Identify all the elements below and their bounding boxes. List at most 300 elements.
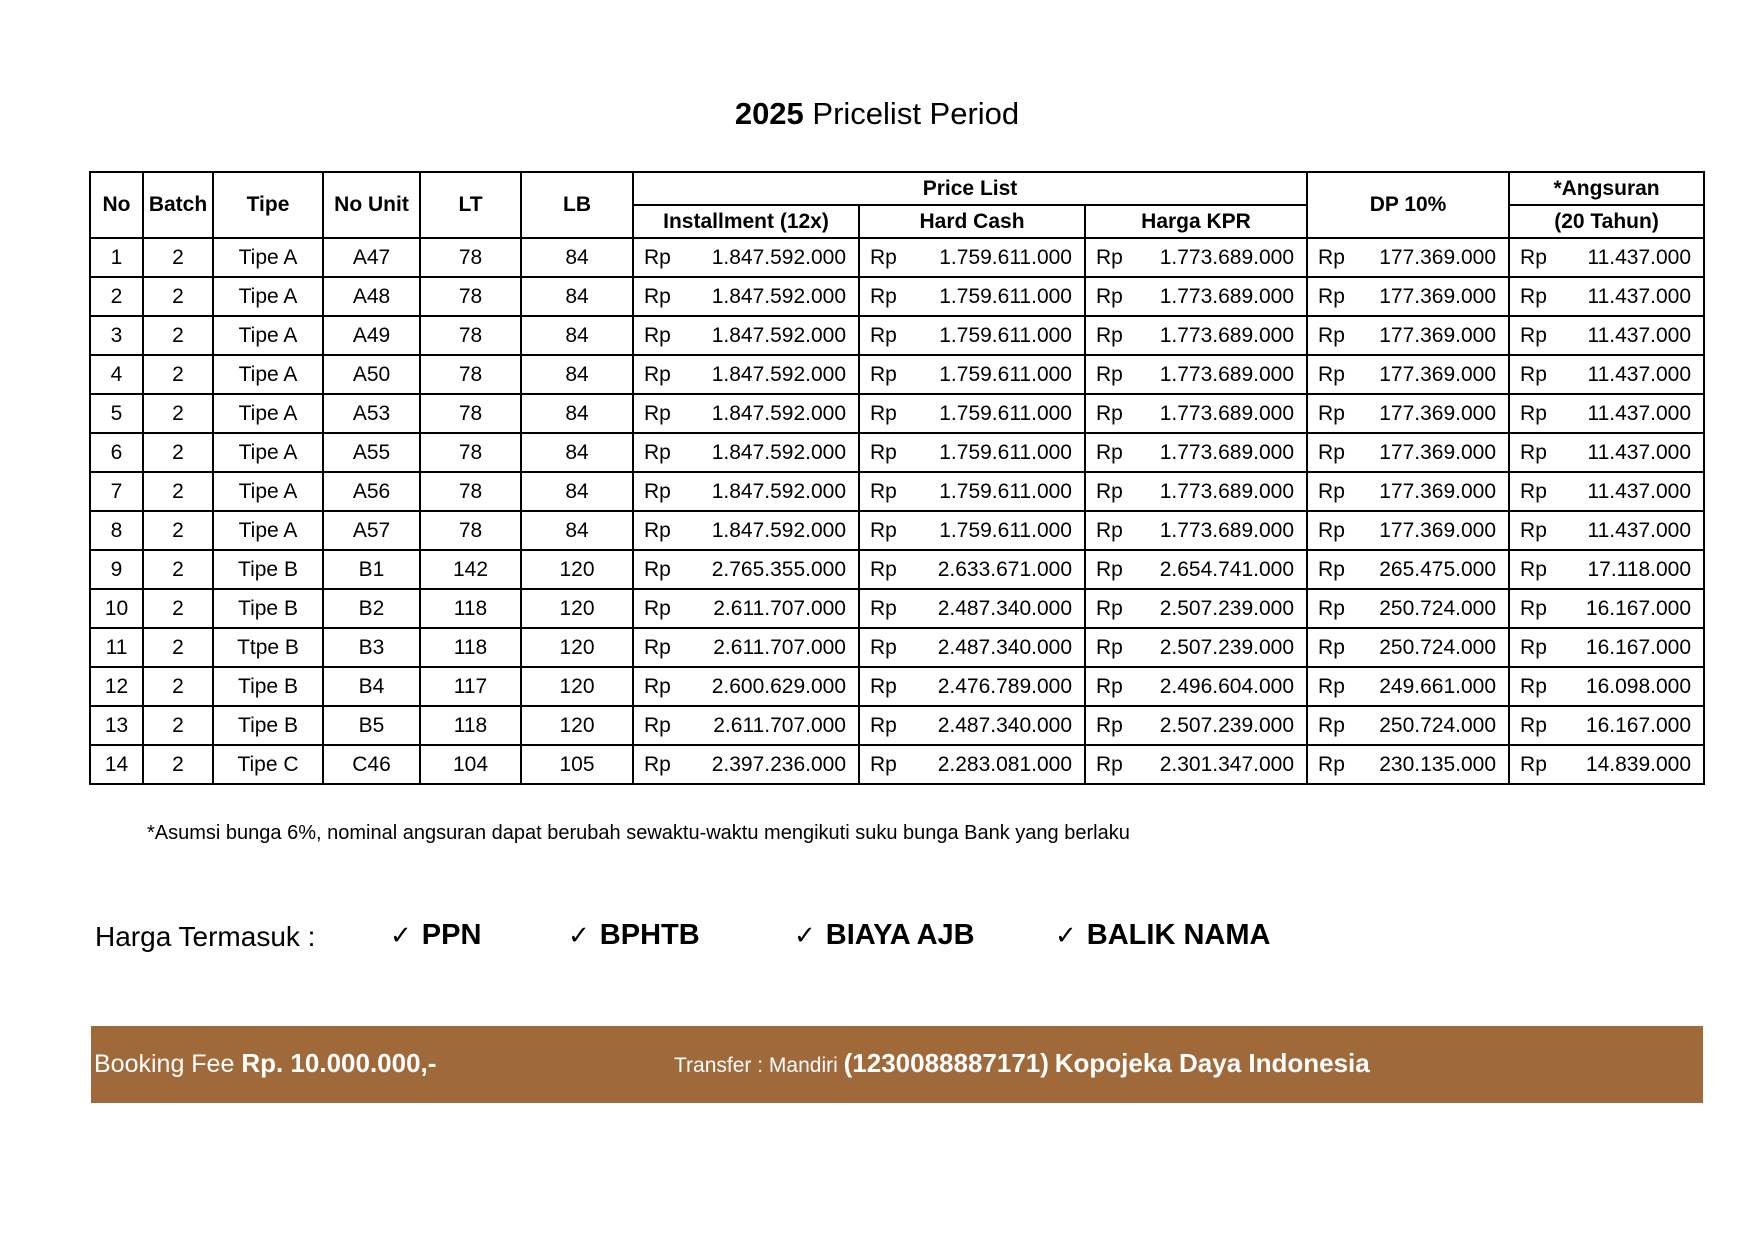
cell-lb: 84 [521, 316, 633, 355]
currency-label: Rp [870, 674, 897, 698]
amount-value: 2.487.340.000 [937, 596, 1072, 620]
amount-value: 177.369.000 [1379, 479, 1497, 503]
cell-lt: 78 [420, 433, 521, 472]
cell-no: 4 [90, 355, 143, 394]
header-angsuran-sub: (20 Tahun) [1509, 205, 1704, 238]
currency-label: Rp [1096, 479, 1123, 503]
header-lb: LB [521, 172, 633, 238]
cell-harga-kpr [1085, 628, 1307, 667]
booking-fee-label: Booking Fee [94, 1050, 235, 1078]
cell-installment [633, 355, 859, 394]
header-lt: LT [420, 172, 521, 238]
cell-dp [1307, 628, 1509, 667]
currency-label: Rp [644, 401, 671, 425]
cell-angsuran [1509, 667, 1704, 706]
currency-label: Rp [1520, 440, 1547, 464]
include-item-balik-nama [1055, 919, 1270, 952]
cell-batch: 2 [143, 745, 213, 784]
amount-value: 2.507.239.000 [1159, 596, 1295, 620]
cell-no: 2 [90, 277, 143, 316]
cell-tipe: Tipe A [213, 433, 323, 472]
amount-value: 16.167.000 [1585, 713, 1692, 737]
amount-value: 177.369.000 [1379, 518, 1497, 542]
header-harga-kpr: Harga KPR [1085, 205, 1307, 238]
currency-label: Rp [1096, 440, 1123, 464]
amount-value: 2.633.671.000 [937, 557, 1072, 581]
cell-batch: 2 [143, 394, 213, 433]
cell-angsuran [1509, 628, 1704, 667]
cell-batch: 2 [143, 589, 213, 628]
amount-value: 2.487.340.000 [937, 635, 1072, 659]
cell-hard-cash [859, 706, 1085, 745]
cell-lb: 84 [521, 394, 633, 433]
cell-installment [633, 277, 859, 316]
cell-tipe: Tipe B [213, 550, 323, 589]
currency-label: Rp [1318, 713, 1345, 737]
cell-tipe: Tipe A [213, 277, 323, 316]
cell-hard-cash [859, 745, 1085, 784]
cell-tipe: Tipe A [213, 394, 323, 433]
amount-value: 2.507.239.000 [1159, 635, 1295, 659]
currency-label: Rp [870, 323, 897, 347]
cell-tipe: Tipe B [213, 667, 323, 706]
cell-dp [1307, 745, 1509, 784]
cell-no: 12 [90, 667, 143, 706]
currency-label: Rp [644, 518, 671, 542]
amount-value: 1.773.689.000 [1159, 518, 1295, 542]
cell-harga-kpr [1085, 745, 1307, 784]
cell-harga-kpr [1085, 433, 1307, 472]
currency-label: Rp [1318, 635, 1345, 659]
currency-label: Rp [644, 674, 671, 698]
cell-angsuran [1509, 316, 1704, 355]
amount-value: 1.759.611.000 [939, 245, 1072, 269]
amount-value: 11.437.000 [1587, 362, 1692, 386]
cell-lt: 78 [420, 355, 521, 394]
cell-unit: C46 [323, 745, 420, 784]
cell-batch: 2 [143, 628, 213, 667]
cell-dp [1307, 355, 1509, 394]
table-row [90, 238, 1704, 277]
cell-angsuran [1509, 472, 1704, 511]
cell-angsuran [1509, 355, 1704, 394]
amount-value: 1.847.592.000 [711, 401, 846, 425]
table-row [90, 745, 1704, 784]
cell-no: 8 [90, 511, 143, 550]
currency-label: Rp [1096, 674, 1123, 698]
cell-installment [633, 706, 859, 745]
cell-lt: 118 [420, 589, 521, 628]
cell-hard-cash [859, 355, 1085, 394]
currency-label: Rp [1520, 713, 1547, 737]
cell-lb: 84 [521, 238, 633, 277]
currency-label: Rp [1520, 557, 1547, 581]
currency-label: Rp [1096, 245, 1123, 269]
header-dp: DP 10% [1307, 172, 1509, 238]
currency-label: Rp [1096, 284, 1123, 308]
account-number: (1230088887171) [843, 1048, 1049, 1078]
amount-value: 11.437.000 [1587, 323, 1692, 347]
cell-unit: A56 [323, 472, 420, 511]
amount-value: 1.759.611.000 [939, 440, 1072, 464]
cell-hard-cash [859, 277, 1085, 316]
cell-installment [633, 667, 859, 706]
currency-label: Rp [1520, 635, 1547, 659]
transfer-label: Transfer : Mandiri [674, 1054, 838, 1077]
cell-unit: B2 [323, 589, 420, 628]
currency-label: Rp [1318, 479, 1345, 503]
amount-value: 16.167.000 [1585, 596, 1692, 620]
currency-label: Rp [1318, 596, 1345, 620]
table-row [90, 706, 1704, 745]
cell-installment [633, 394, 859, 433]
check-icon: ✓ [390, 921, 412, 951]
cell-angsuran [1509, 511, 1704, 550]
header-tipe: Tipe [213, 172, 323, 238]
cell-no: 7 [90, 472, 143, 511]
amount-value: 1.847.592.000 [711, 518, 846, 542]
table-row [90, 628, 1704, 667]
currency-label: Rp [644, 479, 671, 503]
cell-unit: A55 [323, 433, 420, 472]
currency-label: Rp [1096, 713, 1123, 737]
cell-installment [633, 745, 859, 784]
cell-dp [1307, 394, 1509, 433]
include-item-label: PPN [421, 919, 482, 951]
currency-label: Rp [644, 245, 671, 269]
cell-lt: 78 [420, 238, 521, 277]
table-row [90, 277, 1704, 316]
cell-hard-cash [859, 433, 1085, 472]
cell-dp [1307, 433, 1509, 472]
cell-angsuran [1509, 745, 1704, 784]
cell-angsuran [1509, 277, 1704, 316]
amount-value: 1.773.689.000 [1159, 401, 1295, 425]
amount-value: 11.437.000 [1587, 245, 1692, 269]
cell-hard-cash [859, 238, 1085, 277]
includes-label: Harga Termasuk : [95, 921, 316, 952]
cell-harga-kpr [1085, 667, 1307, 706]
currency-label: Rp [1520, 362, 1547, 386]
amount-value: 1.759.611.000 [939, 284, 1072, 308]
header-batch: Batch [143, 172, 213, 238]
amount-value: 11.437.000 [1587, 284, 1692, 308]
cell-unit: A49 [323, 316, 420, 355]
cell-unit: B5 [323, 706, 420, 745]
amount-value: 2.487.340.000 [937, 713, 1072, 737]
cell-dp [1307, 706, 1509, 745]
currency-label: Rp [644, 713, 671, 737]
cell-unit: B4 [323, 667, 420, 706]
cell-tipe: Tipe A [213, 316, 323, 355]
table-row [90, 316, 1704, 355]
cell-installment [633, 550, 859, 589]
cell-tipe: Tipe A [213, 238, 323, 277]
amount-value: 1.773.689.000 [1159, 245, 1295, 269]
include-item-bphtb [568, 919, 700, 952]
cell-lb: 84 [521, 472, 633, 511]
amount-value: 1.773.689.000 [1159, 362, 1295, 386]
amount-value: 2.765.355.000 [711, 557, 846, 581]
amount-value: 177.369.000 [1379, 323, 1497, 347]
cell-no: 10 [90, 589, 143, 628]
header-angsuran: *Angsuran [1509, 172, 1704, 205]
cell-batch: 2 [143, 355, 213, 394]
cell-unit: A47 [323, 238, 420, 277]
currency-label: Rp [644, 323, 671, 347]
cell-lt: 78 [420, 277, 521, 316]
cell-lt: 117 [420, 667, 521, 706]
currency-label: Rp [1318, 557, 1345, 581]
cell-lb: 120 [521, 628, 633, 667]
cell-unit: A48 [323, 277, 420, 316]
currency-label: Rp [1096, 557, 1123, 581]
currency-label: Rp [644, 557, 671, 581]
currency-label: Rp [644, 752, 671, 776]
cell-harga-kpr [1085, 238, 1307, 277]
currency-label: Rp [644, 284, 671, 308]
page-title [0, 92, 1754, 136]
cell-lb: 84 [521, 355, 633, 394]
cell-installment [633, 589, 859, 628]
cell-hard-cash [859, 511, 1085, 550]
amount-value: 249.661.000 [1379, 674, 1497, 698]
currency-label: Rp [870, 401, 897, 425]
currency-label: Rp [1318, 674, 1345, 698]
amount-value: 16.098.000 [1585, 674, 1692, 698]
amount-value: 1.847.592.000 [711, 284, 846, 308]
currency-label: Rp [1318, 440, 1345, 464]
amount-value: 177.369.000 [1379, 245, 1497, 269]
interest-note: *Asumsi bunga 6%, nominal angsuran dapat berubah sewaktu-waktu mengikuti suku bunga Bank yang berlaku [147, 822, 1130, 844]
cell-harga-kpr [1085, 472, 1307, 511]
cell-batch: 2 [143, 550, 213, 589]
currency-label: Rp [870, 752, 897, 776]
cell-no: 3 [90, 316, 143, 355]
cell-dp [1307, 316, 1509, 355]
cell-lb: 84 [521, 511, 633, 550]
cell-no: 11 [90, 628, 143, 667]
currency-label: Rp [870, 245, 897, 269]
cell-dp [1307, 550, 1509, 589]
cell-harga-kpr [1085, 511, 1307, 550]
cell-tipe: Ttpe B [213, 628, 323, 667]
currency-label: Rp [1318, 401, 1345, 425]
cell-unit: A50 [323, 355, 420, 394]
amount-value: 2.611.707.000 [713, 596, 846, 620]
table-row [90, 433, 1704, 472]
cell-hard-cash [859, 394, 1085, 433]
booking-fee [94, 1048, 436, 1079]
amount-value: 1.847.592.000 [711, 362, 846, 386]
cell-batch: 2 [143, 277, 213, 316]
cell-tipe: Tipe C [213, 745, 323, 784]
amount-value: 1.847.592.000 [711, 440, 846, 464]
header-no-unit: No Unit [323, 172, 420, 238]
currency-label: Rp [870, 713, 897, 737]
include-item-label: BIAYA AJB [825, 919, 975, 951]
header-installment: Installment (12x) [633, 205, 859, 238]
amount-value: 16.167.000 [1585, 635, 1692, 659]
amount-value: 1.759.611.000 [939, 401, 1072, 425]
currency-label: Rp [870, 596, 897, 620]
currency-label: Rp [870, 635, 897, 659]
cell-dp [1307, 472, 1509, 511]
amount-value: 2.654.741.000 [1159, 557, 1295, 581]
check-icon: ✓ [794, 921, 816, 951]
currency-label: Rp [870, 557, 897, 581]
cell-dp [1307, 277, 1509, 316]
check-icon: ✓ [568, 921, 590, 951]
include-item-label: BALIK NAMA [1086, 919, 1271, 951]
amount-value: 2.496.604.000 [1159, 674, 1295, 698]
cell-tipe: Tipe A [213, 472, 323, 511]
amount-value: 11.437.000 [1587, 518, 1692, 542]
cell-lb: 120 [521, 706, 633, 745]
currency-label: Rp [1096, 596, 1123, 620]
table-row [90, 355, 1704, 394]
cell-batch: 2 [143, 316, 213, 355]
cell-tipe: Tipe A [213, 511, 323, 550]
currency-label: Rp [1318, 284, 1345, 308]
cell-harga-kpr [1085, 706, 1307, 745]
cell-no: 13 [90, 706, 143, 745]
cell-hard-cash [859, 550, 1085, 589]
amount-value: 2.507.239.000 [1159, 713, 1295, 737]
amount-value: 265.475.000 [1379, 557, 1497, 581]
cell-harga-kpr [1085, 316, 1307, 355]
currency-label: Rp [644, 362, 671, 386]
cell-lt: 118 [420, 706, 521, 745]
cell-tipe: Tipe B [213, 706, 323, 745]
header-price-list: Price List [633, 172, 1307, 205]
amount-value: 2.611.707.000 [713, 713, 846, 737]
amount-value: 1.759.611.000 [939, 479, 1072, 503]
cell-tipe: Tipe A [213, 355, 323, 394]
currency-label: Rp [1520, 401, 1547, 425]
amount-value: 2.397.236.000 [711, 752, 846, 776]
table-row [90, 667, 1704, 706]
amount-value: 1.759.611.000 [939, 323, 1072, 347]
transfer-info [674, 1048, 1370, 1079]
currency-label: Rp [1096, 518, 1123, 542]
amount-value: 230.135.000 [1379, 752, 1497, 776]
cell-no: 6 [90, 433, 143, 472]
amount-value: 250.724.000 [1379, 635, 1497, 659]
cell-unit: B3 [323, 628, 420, 667]
cell-lb: 120 [521, 667, 633, 706]
cell-installment [633, 511, 859, 550]
cell-unit: B1 [323, 550, 420, 589]
amount-value: 11.437.000 [1587, 440, 1692, 464]
currency-label: Rp [1318, 752, 1345, 776]
amount-value: 1.773.689.000 [1159, 284, 1295, 308]
currency-label: Rp [1520, 752, 1547, 776]
currency-label: Rp [870, 479, 897, 503]
include-item-biaya-ajb [794, 919, 975, 952]
currency-label: Rp [1520, 596, 1547, 620]
amount-value: 177.369.000 [1379, 401, 1497, 425]
currency-label: Rp [1520, 323, 1547, 347]
currency-label: Rp [870, 284, 897, 308]
cell-lb: 120 [521, 589, 633, 628]
amount-value: 11.437.000 [1587, 479, 1692, 503]
amount-value: 11.437.000 [1587, 401, 1692, 425]
currency-label: Rp [1318, 245, 1345, 269]
cell-lt: 78 [420, 394, 521, 433]
cell-unit: A57 [323, 511, 420, 550]
currency-label: Rp [1520, 479, 1547, 503]
cell-batch: 2 [143, 472, 213, 511]
currency-label: Rp [1096, 362, 1123, 386]
amount-value: 177.369.000 [1379, 362, 1497, 386]
cell-batch: 2 [143, 706, 213, 745]
cell-no: 5 [90, 394, 143, 433]
amount-value: 250.724.000 [1379, 596, 1497, 620]
amount-value: 177.369.000 [1379, 440, 1497, 464]
currency-label: Rp [870, 518, 897, 542]
amount-value: 2.611.707.000 [713, 635, 846, 659]
cell-harga-kpr [1085, 355, 1307, 394]
currency-label: Rp [1096, 752, 1123, 776]
cell-lt: 78 [420, 511, 521, 550]
currency-label: Rp [1096, 401, 1123, 425]
cell-angsuran [1509, 433, 1704, 472]
cell-no: 9 [90, 550, 143, 589]
cell-lt: 78 [420, 472, 521, 511]
cell-lb: 105 [521, 745, 633, 784]
cell-hard-cash [859, 667, 1085, 706]
cell-lt: 104 [420, 745, 521, 784]
currency-label: Rp [1520, 674, 1547, 698]
currency-label: Rp [644, 596, 671, 620]
amount-value: 2.283.081.000 [937, 752, 1072, 776]
cell-harga-kpr [1085, 394, 1307, 433]
table-row [90, 589, 1704, 628]
cell-batch: 2 [143, 511, 213, 550]
amount-value: 17.118.000 [1587, 557, 1692, 581]
currency-label: Rp [870, 362, 897, 386]
cell-installment [633, 472, 859, 511]
cell-batch: 2 [143, 238, 213, 277]
title-year: 2025 [734, 96, 804, 131]
cell-hard-cash [859, 628, 1085, 667]
header-no: No [90, 172, 143, 238]
cell-tipe: Tipe B [213, 589, 323, 628]
include-item-label: BPHTB [599, 919, 700, 951]
cell-batch: 2 [143, 433, 213, 472]
cell-hard-cash [859, 589, 1085, 628]
cell-hard-cash [859, 472, 1085, 511]
title-text: Pricelist Period [812, 96, 1020, 131]
include-item-ppn [390, 919, 481, 952]
currency-label: Rp [870, 440, 897, 464]
currency-label: Rp [1096, 323, 1123, 347]
currency-label: Rp [1318, 362, 1345, 386]
cell-angsuran [1509, 706, 1704, 745]
cell-no: 14 [90, 745, 143, 784]
cell-angsuran [1509, 238, 1704, 277]
amount-value: 1.847.592.000 [711, 479, 846, 503]
check-icon: ✓ [1055, 921, 1077, 951]
amount-value: 2.476.789.000 [937, 674, 1072, 698]
price-includes [95, 917, 1495, 961]
amount-value: 14.839.000 [1585, 752, 1692, 776]
cell-dp [1307, 238, 1509, 277]
cell-installment [633, 316, 859, 355]
amount-value: 2.301.347.000 [1159, 752, 1295, 776]
cell-harga-kpr [1085, 277, 1307, 316]
